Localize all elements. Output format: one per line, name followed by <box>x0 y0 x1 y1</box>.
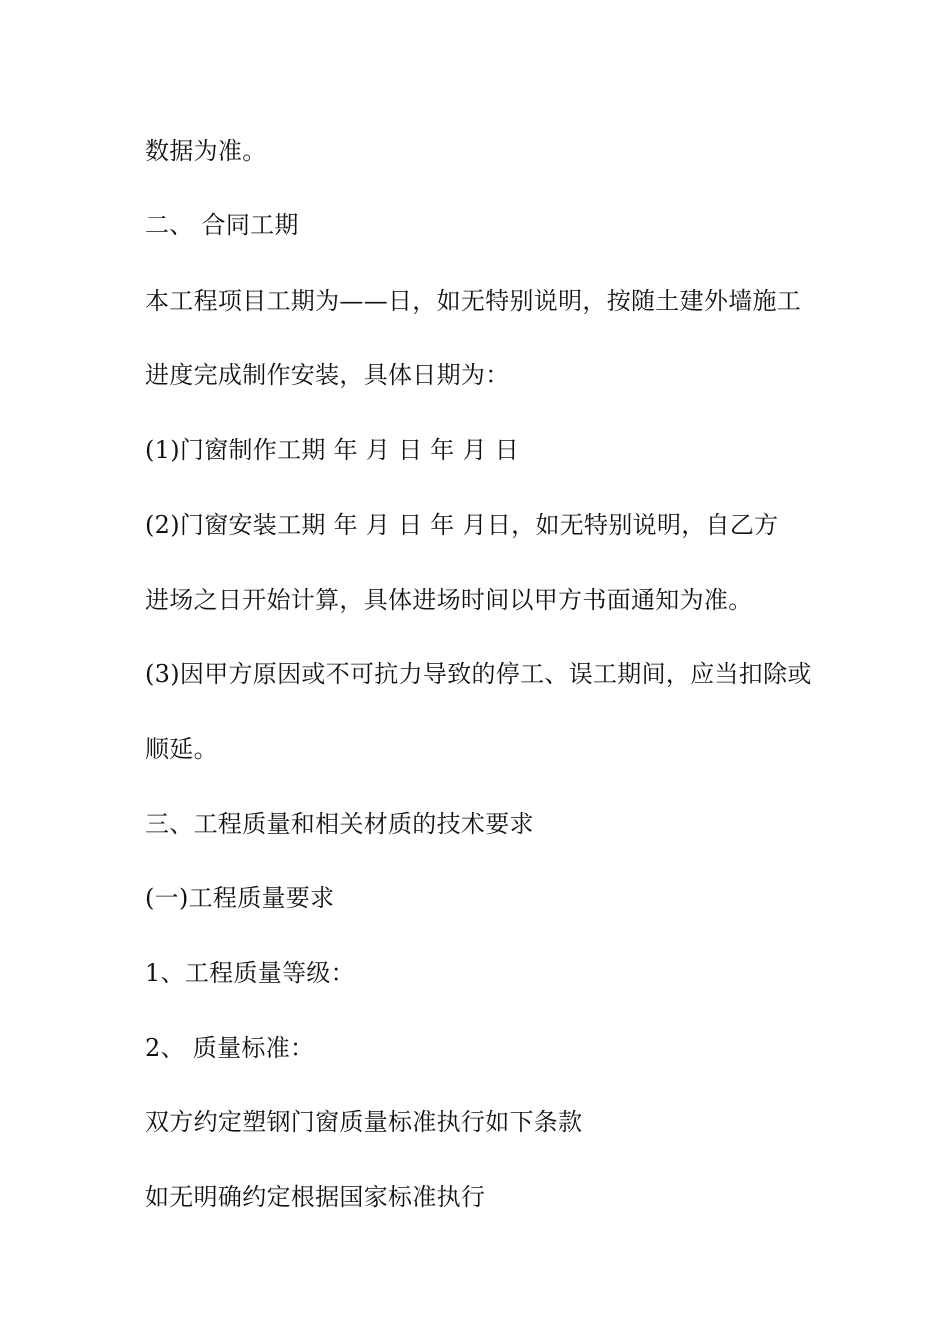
paragraph-line: 如无明确约定根据国家标准执行 <box>145 1183 486 1211</box>
list-item-delay: (3)因甲方原因或不可抗力导致的停工、误工期间，应当扣除或 <box>145 660 812 688</box>
section-heading-quality: 三、工程质量和相关材质的技术要求 <box>145 810 534 838</box>
paragraph-line: 进场之日开始计算，具体进场时间以甲方书面通知为准。 <box>145 586 753 614</box>
paragraph-line: 进度完成制作安装，具体日期为： <box>145 361 510 389</box>
text-line-continuation: 数据为准。 <box>145 137 267 165</box>
list-item-installation-period: (2)门窗安装工期 年 月 日 年 月日，如无特别说明，自乙方 <box>145 511 779 539</box>
paragraph-line: 双方约定塑钢门窗质量标准执行如下条款 <box>145 1108 583 1136</box>
list-item-quality-standard: 2、 质量标准： <box>145 1034 315 1062</box>
paragraph-line: 本工程项目工期为——日，如无特别说明，按随土建外墙施工 <box>145 287 802 315</box>
subsection-heading-quality-requirements: (一)工程质量要求 <box>145 884 335 912</box>
list-item-quality-grade: 1、工程质量等级： <box>145 959 355 987</box>
section-heading-contract-period: 二、 合同工期 <box>145 211 299 239</box>
list-item-production-period: (1)门窗制作工期 年 月 日 年 月 日 <box>145 436 520 464</box>
paragraph-line: 顺延。 <box>145 735 218 763</box>
